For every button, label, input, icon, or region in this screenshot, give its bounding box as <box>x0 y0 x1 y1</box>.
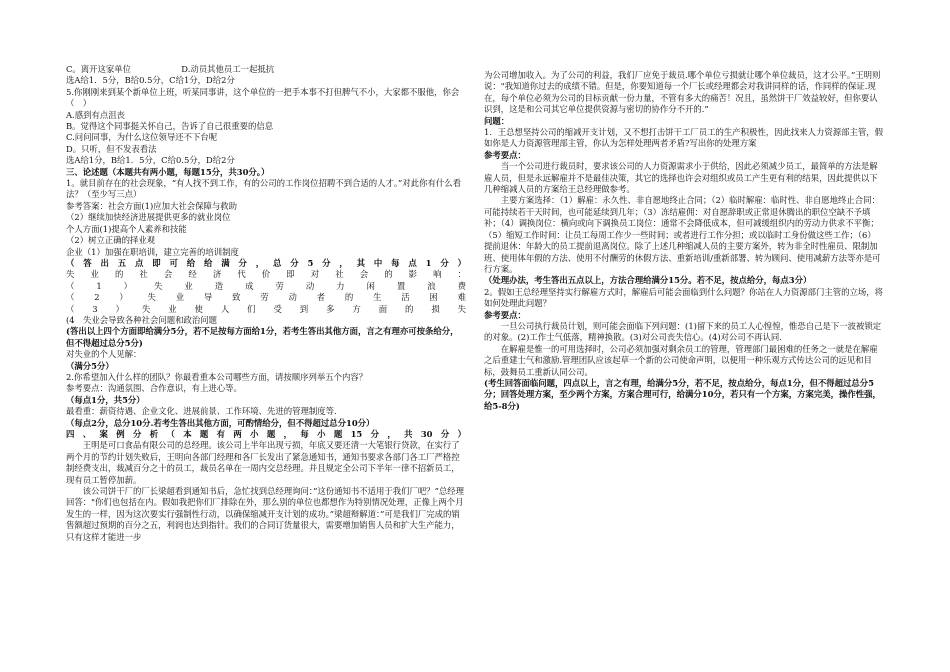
left-paragraph: （2）树立正确的择业观 <box>66 235 156 246</box>
right-paragraph: （处理办法，考生答出五点以上，方法合理给满分15分。若不足，按点给分，每点3分） <box>484 275 812 286</box>
left-paragraph: 三、论述题（本题共有两小题，每题15分，共30分。） <box>66 166 270 177</box>
right-paragraph: 1．王总想坚持公司的缩减开支计划，又不想打击饼干工厂员工的生产积极性，因此找来人力资源部主管，假如你是人力资源管理部主管，你认为怎样处理两者矛盾?写出你的处理方案 <box>484 127 883 149</box>
right-paragraph: 2。假如王总经理坚持实行解雇方式时，解雇后可能会面临到什么问题？你站在人力资源部门主管的立场，将如何处理此问题？ <box>484 286 883 309</box>
left-paragraph: C.问问同事，为什么这位领导还不下台呢 <box>66 132 218 143</box>
left-paragraph: 失业的社会经济代价即对社会的影响： <box>66 269 466 280</box>
left-paragraph: （答出五点即可给给满分，总分5分，其中每点1分） <box>66 257 466 268</box>
left-paragraph: A.感到有点沮丧 <box>66 109 125 120</box>
left-paragraph: （每点2分，总分10分.若考生答出其他方面，可酌情给分，但不得超过总分10分） <box>66 417 375 428</box>
right-column <box>484 70 884 412</box>
right-paragraph: 在解雇是惟一的可用选择时，公司必须加强对剩余员工的管理，管理部门最困难的任务之一就是在解雇之后重建士气和激励.管理团队应该起草一个新的公司使命声明，以便用一种乐观方式传达公司的远见和目标，鼓舞员工重新认同公司。 <box>484 343 878 377</box>
left-paragraph: 选A给1分，B给1．5分，C给0.5分，D给2分 <box>66 155 235 166</box>
right-paragraph: 一旦公司执行裁员计划，则可能会面临下列问题：(1)留下来的员工人心惶惶，惟恐自己是下一波被锁定的对象。(2)工作士气低落，精神换散。(3)对公司丧失信心。(4)对公司不再认同. <box>484 320 882 343</box>
left-paragraph: 个人方面(1)提高个人素养和技能 <box>66 223 187 234</box>
left-paragraph: （2）失业导致劳动者的生活困难 <box>66 292 466 303</box>
right-paragraph: 参考要点： <box>484 309 526 320</box>
left-paragraph: 选A给1．5分，B给0.5分，C给1分，D给2分 <box>66 75 235 86</box>
left-paragraph: 1。就目前存在的社会现象，“有人找不到工作，有的公司的工作岗位招聘不到合适的人才。”对此你有什么看法？（至少写三点） <box>66 178 461 200</box>
left-paragraph: 对失业的个人见解： <box>66 349 142 360</box>
left-paragraph: C。离开这家单位 D.动员其他员工一起抵抗 <box>66 64 275 74</box>
left-paragraph: 参考要点：沟通氛围、合作意识，有上进心等。 <box>66 383 242 394</box>
right-paragraph: 参考要点： <box>484 149 526 160</box>
left-paragraph: 该公司饼干厂的厂长梁超看到通知书后，急忙找到总经理询问：”这份通知书不适用于我们厂吧？”总经理回答："你们也包括在内。假如我把你们厂排除在外，那么别的单位也都想作为特别情况处理，正像上两个月发生的一样，因为这次要实行强制性行动，以确保缩减开支计划的成功。”梁超辩解道：”可是我们厂完成的销售额超过预期的百分之五，利润也达到指针。我们的合同订货量很大，需要增加销售人员和扩大生产能力，只有这样才能进一步 <box>66 486 465 542</box>
right-paragraph: 主要方案选择：（1）解雇：永久性、非自愿地终止合同；（2）临时解雇：临时性、非自愿地终止合同：可能持续若干天时间，也可能延续到几年；（3）冻结雇佣：对自愿辞职或正常退休腾出的职位空缺不予填补；（4）调换岗位：横向或向下调换员工岗位：通常不会降低成本，但可减缓组织内的劳动力供求不平衡；（5）缩短工作时间：让员工每周工作少一些时间；或者进行工作分担；或以临时工身份做这些工作；（6）提前退休：年龄大的员工提前退离岗位。除了上述几种缩减人员的主要方案外，转为非全时性雇员、限制加班、使用体年假的方法、使用不付酬劳的休假方法、重新培训/重新部署、转为顾问、使用减薪方法等亦是可行方案。 <box>484 195 881 274</box>
left-paragraph: 5.你刚刚来到某个新单位上班，听某同事讲，这个单位的一把手本事不打但脾气不小，大家都不服他，你会（ ） <box>66 86 460 109</box>
right-paragraph: 为公司增加收入。为了公司的利益，我们厂应免于裁员.哪个单位亏损就让哪个单位裁员，这才公平。”王明则说："我知道你过去的成绩不错。但是，你要知道每一个厂长或经理都会对我讲同样的话，作同样的保证.现在，每个单位必须为公司的目标贡献一份力量，不管有多大的痛苦！况且，虽然饼干厂效益较好，但你要认识到，这是和公司其它单位提供资源与密切的协作分不开的.” <box>484 70 881 115</box>
right-paragraph: (考生回答面临问题，四点以上，言之有理，给满分5分，若不足，按点给分，每点1分，但不得超过总分5分；回答处理方案，至少两个方案，方案合理可行，给满分10分，若只有一个方案，方案完美，操作性强，给5-8分) <box>484 377 881 411</box>
left-column <box>66 64 466 543</box>
left-paragraph: (4 失业会导致各种社会问题和政治问题 <box>66 314 217 325</box>
left-paragraph: 王明是可口食品有限公司的总经理。该公司上半年出现亏损，年底又要还清一大笔银行贷款，在实行了两个月的节约计划失败后，王明向各部门经理和各厂长发出了紧急通知书，通知书要求各部门各工厂严格控制经费支出，裁减百分之十的员工，裁员名单在一周内交总经理。并且规定全公司下半年一律不招新员工，现有员工暂停加薪。 <box>66 440 460 485</box>
left-paragraph: (答出以上四个方面即给满分5分，若不足按每方面给1分，若考生答出其他方面，言之有理亦可按条给分，但不得超过总分5分) <box>66 326 459 348</box>
left-paragraph: （3）失业使人们受到多方面的损失 <box>66 303 466 314</box>
left-paragraph: （1）失业造成劳动力闲置浪费 <box>66 280 466 291</box>
right-paragraph: 问题： <box>484 115 510 126</box>
left-paragraph: （满分5分） <box>66 360 114 371</box>
left-paragraph: D。只听，但不发表看法 <box>66 143 157 154</box>
left-paragraph: 企业（1）加强在职培训，建立完善的培训制度 <box>66 246 239 257</box>
left-paragraph: 最看重：薪资待遇、企业文化、进展前景、工作环境、先进的管理制度等. <box>66 406 337 417</box>
left-paragraph: 2.你希望加入什么样的团队？你最看重本公司哪些方面，请按顺序列举五个内容？ <box>66 371 368 382</box>
right-paragraph: 当一个公司进行裁员时，要求该公司的人力资源需求小于供给，因此必须减少员工，最简单的方法是解雇人员，但是永远解雇并不是最佳决策，其它的选择也许会对组织或员工产生更有利的结果，因此提供以下几种缩减人员的方案给王总经理做参考。 <box>484 161 878 195</box>
left-paragraph: （2）继续加快经济进展提供更多的就业岗位 <box>66 212 231 223</box>
left-paragraph: 四、案例分析（本题有两小题，每小题15分，共30分） <box>66 429 466 439</box>
left-paragraph: 参考答案：社会方面(1)应加大社会保障与救助 <box>66 200 237 211</box>
left-paragraph: （每点1分，共5分） <box>66 394 145 405</box>
left-paragraph: B。觉得这个同事挺关怀自己，告诉了自己很重要的信息 <box>66 121 274 132</box>
